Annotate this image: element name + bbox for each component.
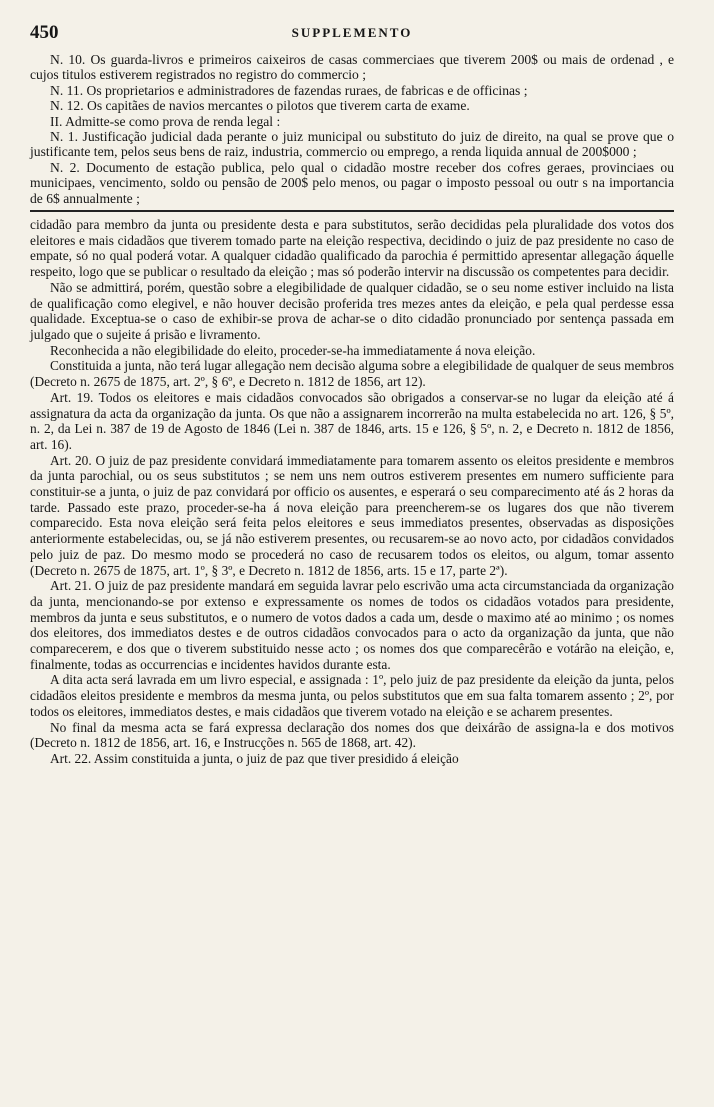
paragraph: cidadão para membro da junta ou presidente desta e para substitutos, serão decididas pela pluralidade dos votos dos eleitores e mais cidadãos que tiverem tomado parte na eleição respectiva, decidindo o juiz de paz presidente no caso de empate, só no qual poderá votar. A qualquer cidadão qualificado da parochia é permittido apresentar allegação áquelle respeito, logo que se publicar o resultado da eleição ; mas só poderão intervir na discussão os competentes para decidir.	[30, 217, 674, 280]
paragraph: N. 11. Os proprietarios e administradores de fazendas ruraes, de fabricas e de officinas ;	[50, 82, 528, 98]
paragraph: Reconhecida a não elegibilidade do eleito, proceder-se-ha immediatamente á nova eleição.	[50, 342, 536, 358]
running-title: SUPPLEMENTO	[291, 25, 413, 40]
paragraph: N. 2. Documento de estação publica, pelo qual o cidadão mostre receber dos cofres geraes, provinciaes ou municipaes, vencimento, soldo ou pensão de 200$ pelo menos, ou pagar o imposto pessoal ou outr s na importancia de 6$ annualmente ;	[30, 159, 674, 206]
paragraph: A dita acta será lavrada em um livro especial, e assignada : 1º, pelo juiz de paz presidente da eleição da junta, pelos cidadãos eleitos presidente e membros da mesma junta, ou pelos substitutos que em sua falta tomarem assento ; 2º, por todos os eleitores, immediatos destes, e mais cidadãos que tiverem votado na eleição e se acharem presentes.	[30, 672, 674, 719]
paragraph: Art. 22. Assim constituida a junta, o juiz de paz que tiver presidido á eleição	[50, 750, 459, 766]
lower-section	[30, 217, 674, 767]
paragraph: Art. 21. O juiz de paz presidente mandará em seguida lavrar pelo escrivão uma acta circumstanciada da organização da junta, mencionando-se por extenso e expressamente os nomes de todos os cidadãos votados para presidente, membros da junta e seus substitutos, e o numero de votos dados a cada um, desde o maximo até ao minimo ; os nomes dos eleitores, dos immediatos destes e de outros cidadãos convocados para o acto da organização da junta, que não comparecerem, e dos que o tiverem substituido nesse acto ; os nomes dos que comparecêrão e votárão na eleição, e, finalmente, todas as occurrencias e incidentes havidos durante esta.	[30, 578, 674, 672]
page-header	[30, 22, 674, 46]
paragraph: N. 10. Os guarda-livros e primeiros caixeiros de casas commerciaes que tiverem 200$ ou mais de ordenad , e cujos titulos estiverem registrados no registro do commercio ;	[30, 52, 674, 83]
paragraph: N. 12. Os capitães de navios mercantes o pilotos que tiverem carta de exame.	[50, 98, 470, 114]
paragraph: Art. 20. O juiz de paz presidente convidará immediatamente para tomarem assento os eleitos presidente e membros da junta parochial, ou os seus substitutos ; se nem uns nem outros estiverem presentes em numero sufficiente para constituir-se a junta, o juiz de paz convidará por officio os ausentes, e esperará o seu comparecimento até ás 2 horas da tarde. Passado este prazo, proceder-se-ha á nova eleição para preencherem-se os lugares dos que não tiverem comparecido. Esta nova eleição será feita pelos eleitores e seus immediatos presentes, observadas as disposições anteriormente estabelecidas, ou, se já não estiverem presentes, ou recusarem-se ao novo acto, por cidadãos convidados pelo juiz de paz. Do mesmo modo se procederá no caso de recusarem todos os eleitos, ou algum, tomar assento (Decreto n. 2675 de 1875, art. 1º, § 3º, e Decreto n. 1812 de 1856, arts. 15 e 17, parte 2ª).	[30, 452, 674, 578]
paragraph: No final da mesma acta se fará expressa declaração dos nomes dos que deixárão de assigna-la e dos motivos (Decreto n. 1812 de 1856, art. 16, e Instrucções n. 565 de 1868, art. 42).	[30, 719, 674, 751]
page-number: 450	[30, 22, 59, 43]
paragraph: Não se admittirá, porém, questão sobre a elegibilidade de qualquer cidadão, se o seu nome estiver incluido na lista de qualificação como elegivel, e não houver decisão proferida tres mezes antes da eleição, e pela qual perdesse essa qualidade. Exceptua-se o caso de exhibir-se prova de achar-se o dito cidadão pronunciado por sentença passada em julgado que o sujeite á prisão e livramento.	[30, 279, 674, 342]
section-divider	[30, 210, 674, 212]
paragraph: Art. 19. Todos os eleitores e mais cidadãos convocados são obrigados a conservar-se no lugar da eleição até á assignatura da acta da organização da junta. Os que não a assignarem incorrerão na multa estabelecida no art. 126, § 5º, n. 2, da Lei n. 387 de 19 de Agosto de 1846 (Lei n. 387 de 1846, arts. 15 e 126, § 5º, n. 2, e Decreto n. 1812 de 1856, art. 16).	[30, 389, 674, 452]
upper-section	[30, 52, 674, 206]
paragraph: II. Admitte-se como prova de renda legal :	[50, 113, 281, 129]
paragraph: N. 1. Justificação judicial dada perante o juiz municipal ou substituto do juiz de direito, na qual se prove que o justificante tem, pelos seus bens de raiz, industria, commercio ou emprego, a renda liquida annual de 200$000 ;	[30, 129, 674, 160]
paragraph: Constituida a junta, não terá lugar allegação nem decisão alguma sobre a elegibilidade de qualquer de seus membros (Decreto n. 2675 de 1875, art. 2º, § 6º, e Decreto n. 1812 de 1856, art 12).	[30, 358, 674, 390]
